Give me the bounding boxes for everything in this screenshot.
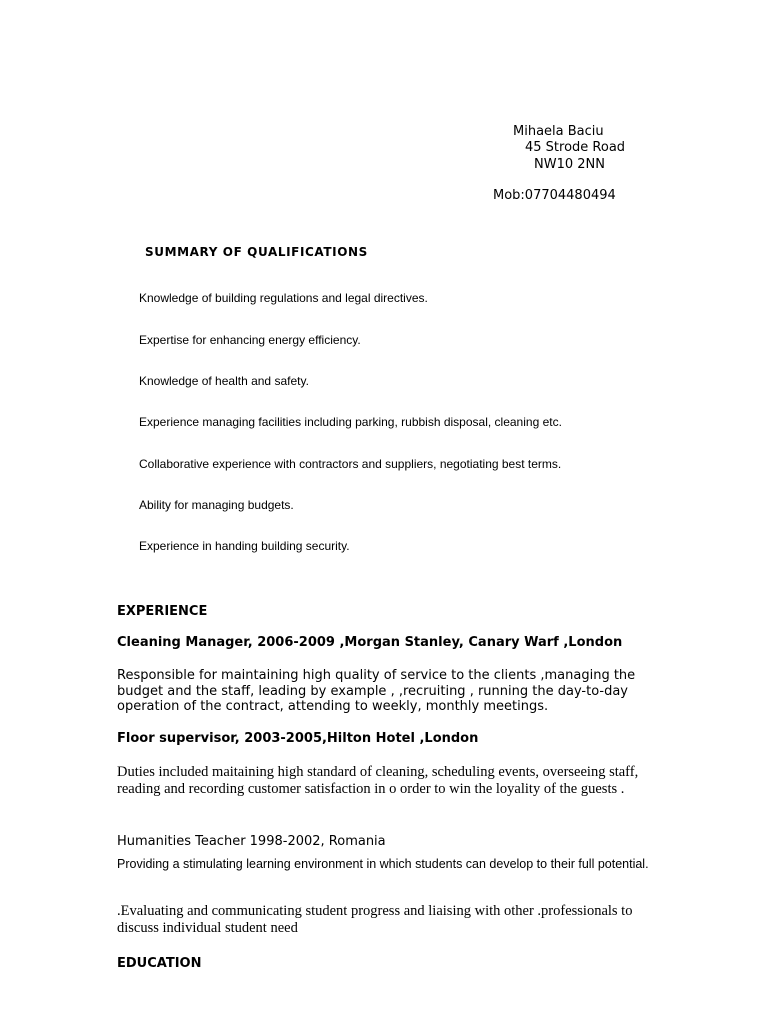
job-description-floor-supervisor: Duties included maitaining high standard of cleaning, scheduling events, overseeing staff, reading and recording customer satisfaction in o order to win the loyality of the guests . <box>117 764 639 797</box>
job-description-teacher: Providing a stimulating learning environment in which students can develop to their full potential. <box>117 857 649 871</box>
education-heading: EDUCATION <box>117 956 202 971</box>
qualification-item: Experience managing facilities including parking, rubbish disposal, cleaning etc. <box>139 415 562 429</box>
qualification-item: Collaborative experience with contractors and suppliers, negotiating best terms. <box>139 457 562 471</box>
job-title-cleaning-manager: Cleaning Manager, 2006-2009 ,Morgan Stanley, Canary Warf ,London <box>117 635 623 650</box>
contact-mobile: Mob:07704480494 <box>493 188 616 203</box>
qualification-item: Experience in handing building security. <box>139 539 350 553</box>
qualification-item: Knowledge of building regulations and legal directives. <box>139 291 428 305</box>
job-title-teacher: Humanities Teacher 1998-2002, Romania <box>117 834 386 849</box>
qualification-item: Knowledge of health and safety. <box>139 374 309 388</box>
contact-street: 45 Strode Road <box>525 140 626 155</box>
summary-heading: SUMMARY OF QUALIFICATIONS <box>145 245 368 259</box>
job-description-teacher-2: .Evaluating and communicating student progress and liaising with other .professionals to discuss individual student need <box>117 903 633 936</box>
qualification-item: Expertise for enhancing energy efficiency. <box>139 333 361 347</box>
contact-postcode: NW10 2NN <box>534 157 605 172</box>
job-description-cleaning-manager: Responsible for maintaining high quality of service to the clients ,managing the budget and the staff, leading by example , ,recruiting , running the day-to-day operation of the contract, attending to weekly, monthly meetings. <box>117 668 636 714</box>
qualification-item: Ability for managing budgets. <box>139 498 294 512</box>
contact-name: Mihaela Baciu <box>513 124 604 139</box>
experience-heading: EXPERIENCE <box>117 604 208 619</box>
job-title-floor-supervisor: Floor supervisor, 2003-2005,Hilton Hotel ,London <box>117 731 479 746</box>
